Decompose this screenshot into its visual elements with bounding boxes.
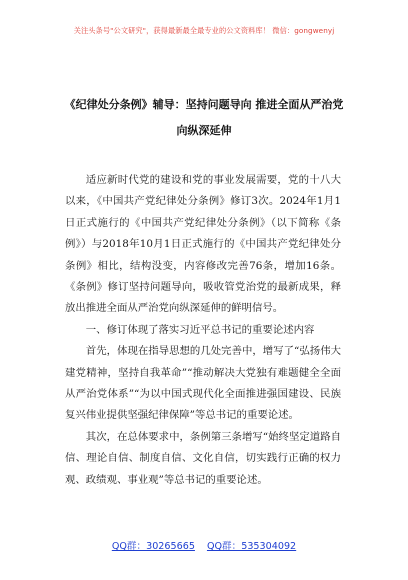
footer-qq-group-1[interactable]: QQ群：30265665: [111, 541, 195, 552]
footer-qq-group-2[interactable]: QQ群：535304092: [206, 541, 297, 552]
paragraph-first: 首先，体现在指导思想的几处完善中，增写了“弘扬伟大建党精神，坚持自我革命”“推动解决大党独有难题健全全面从严治党体系”“为以中国式现代化全面推进强国建设、民族复兴伟业提供坚强纪律保障”等总书记的重要论述。: [65, 345, 341, 422]
footer-contact: [0, 538, 408, 552]
header-banner: 关注头条号"公文研究"，获得最新最全最专业的公文资料库！ 微信：gongwenyj: [73, 26, 335, 35]
section-heading-1: 一、修订体现了落实习近平总书记的重要论述内容: [85, 323, 315, 336]
paragraph-intro: 适应新时代党的建设和党的事业发展需要，党的十八大以来，《中国共产党纪律处分条例》修订3次。2024年1月1日正式施行的《中国共产党纪律处分条例》（以下简称《条例》）与2018年10月1日正式施行的《中国共产党纪律处分条例》相比，结构没变，内容修改完善76条，增加16条。《条例》修订坚持问题导向，吸收管党治党的最新成果，释放出推进全面从严治党向纵深延伸的鲜明信号。: [65, 174, 341, 315]
paragraph-second: 其次，在总体要求中，条例第三条增写“始终坚定道路自信、理论自信、制度自信、文化自信，切实践行正确的权力观、政绩观、事业观”等总书记的重要论述。: [65, 430, 341, 486]
document-title-line-1: 《纪律处分条例》辅导：坚持问题导向 推进全面从严治党: [64, 98, 344, 111]
document-body: [65, 170, 341, 491]
document-title-line-2: 向纵深延伸: [176, 124, 232, 137]
